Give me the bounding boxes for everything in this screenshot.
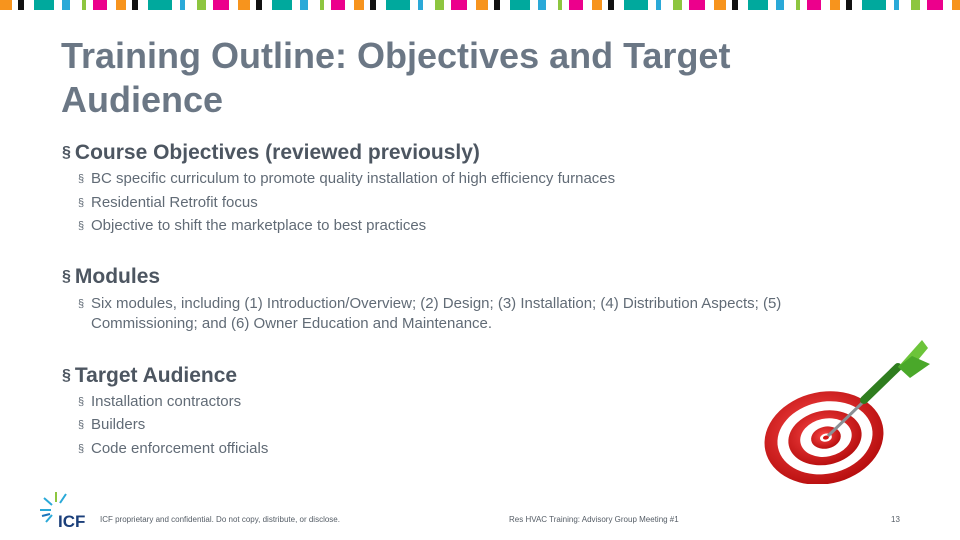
strip-dash [320, 0, 324, 10]
section-heading-modules: § Modules [62, 265, 161, 288]
strip-dash [689, 0, 705, 10]
strip-dash [732, 0, 738, 10]
strip-dash [82, 0, 86, 10]
strip-dash [0, 0, 12, 10]
strip-dash [911, 0, 920, 10]
strip-dash [476, 0, 488, 10]
strip-dash [776, 0, 784, 10]
strip-dash [807, 0, 821, 10]
strip-dash [238, 0, 250, 10]
strip-dash [952, 0, 960, 10]
strip-dash [34, 0, 54, 10]
list-item: § BC specific curriculum to promote quality installation of high efficiency furnaces [78, 170, 616, 187]
strip-dash [673, 0, 682, 10]
dart-target-icon [752, 334, 932, 484]
strip-dash [272, 0, 292, 10]
strip-dash [494, 0, 500, 10]
strip-dash [354, 0, 364, 10]
strip-dash [93, 0, 107, 10]
page-number: 13 [891, 515, 900, 524]
strip-dash [213, 0, 229, 10]
footer-confidential: ICF proprietary and confidential. Do not copy, distribute, or disclose. [100, 515, 340, 524]
strip-dash [331, 0, 345, 10]
strip-dash [558, 0, 562, 10]
bullet-marker: § [62, 144, 71, 161]
strip-dash [418, 0, 423, 10]
list-item: § Six modules, including (1) Introduction/Overview; (2) Design; (3) Installation; (4) Distribution Aspects; (5) Commissioning; and (6) Owner Education and Maintenance. [78, 295, 782, 332]
strip-dash [435, 0, 444, 10]
strip-dash [569, 0, 583, 10]
strip-dash [116, 0, 126, 10]
strip-dash [197, 0, 206, 10]
strip-dash [862, 0, 886, 10]
top-color-strip [0, 0, 960, 10]
strip-dash [608, 0, 614, 10]
strip-dash [592, 0, 602, 10]
list-item: § Builders [78, 416, 146, 433]
strip-dash [510, 0, 530, 10]
list-item: § Installation contractors [78, 393, 242, 410]
strip-dash [62, 0, 70, 10]
strip-dash [748, 0, 768, 10]
strip-dash [714, 0, 726, 10]
slide-title: Training Outline: Objectives and Target Audience [61, 35, 731, 120]
strip-dash [656, 0, 661, 10]
strip-dash [846, 0, 852, 10]
strip-dash [18, 0, 24, 10]
section-heading-course-objectives: § Course Objectives (reviewed previously) [62, 141, 480, 164]
strip-dash [451, 0, 467, 10]
strip-dash [386, 0, 410, 10]
strip-dash [256, 0, 262, 10]
list-item: § Residential Retrofit focus [78, 194, 258, 211]
strip-dash [624, 0, 648, 10]
strip-dash [927, 0, 943, 10]
icf-logo-icon [38, 490, 94, 530]
strip-dash [132, 0, 138, 10]
list-item: § Code enforcement officials [78, 440, 269, 457]
strip-dash [796, 0, 800, 10]
strip-dash [148, 0, 172, 10]
strip-dash [180, 0, 185, 10]
strip-dash [894, 0, 899, 10]
list-item: § Objective to shift the marketplace to best practices [78, 217, 427, 234]
strip-dash [538, 0, 546, 10]
strip-dash [300, 0, 308, 10]
strip-dash [370, 0, 376, 10]
section-heading-target-audience: § Target Audience [62, 364, 238, 387]
logo-text: ICF [58, 512, 86, 530]
strip-dash [830, 0, 840, 10]
footer-meeting: Res HVAC Training: Advisory Group Meeting #1 [509, 515, 679, 524]
